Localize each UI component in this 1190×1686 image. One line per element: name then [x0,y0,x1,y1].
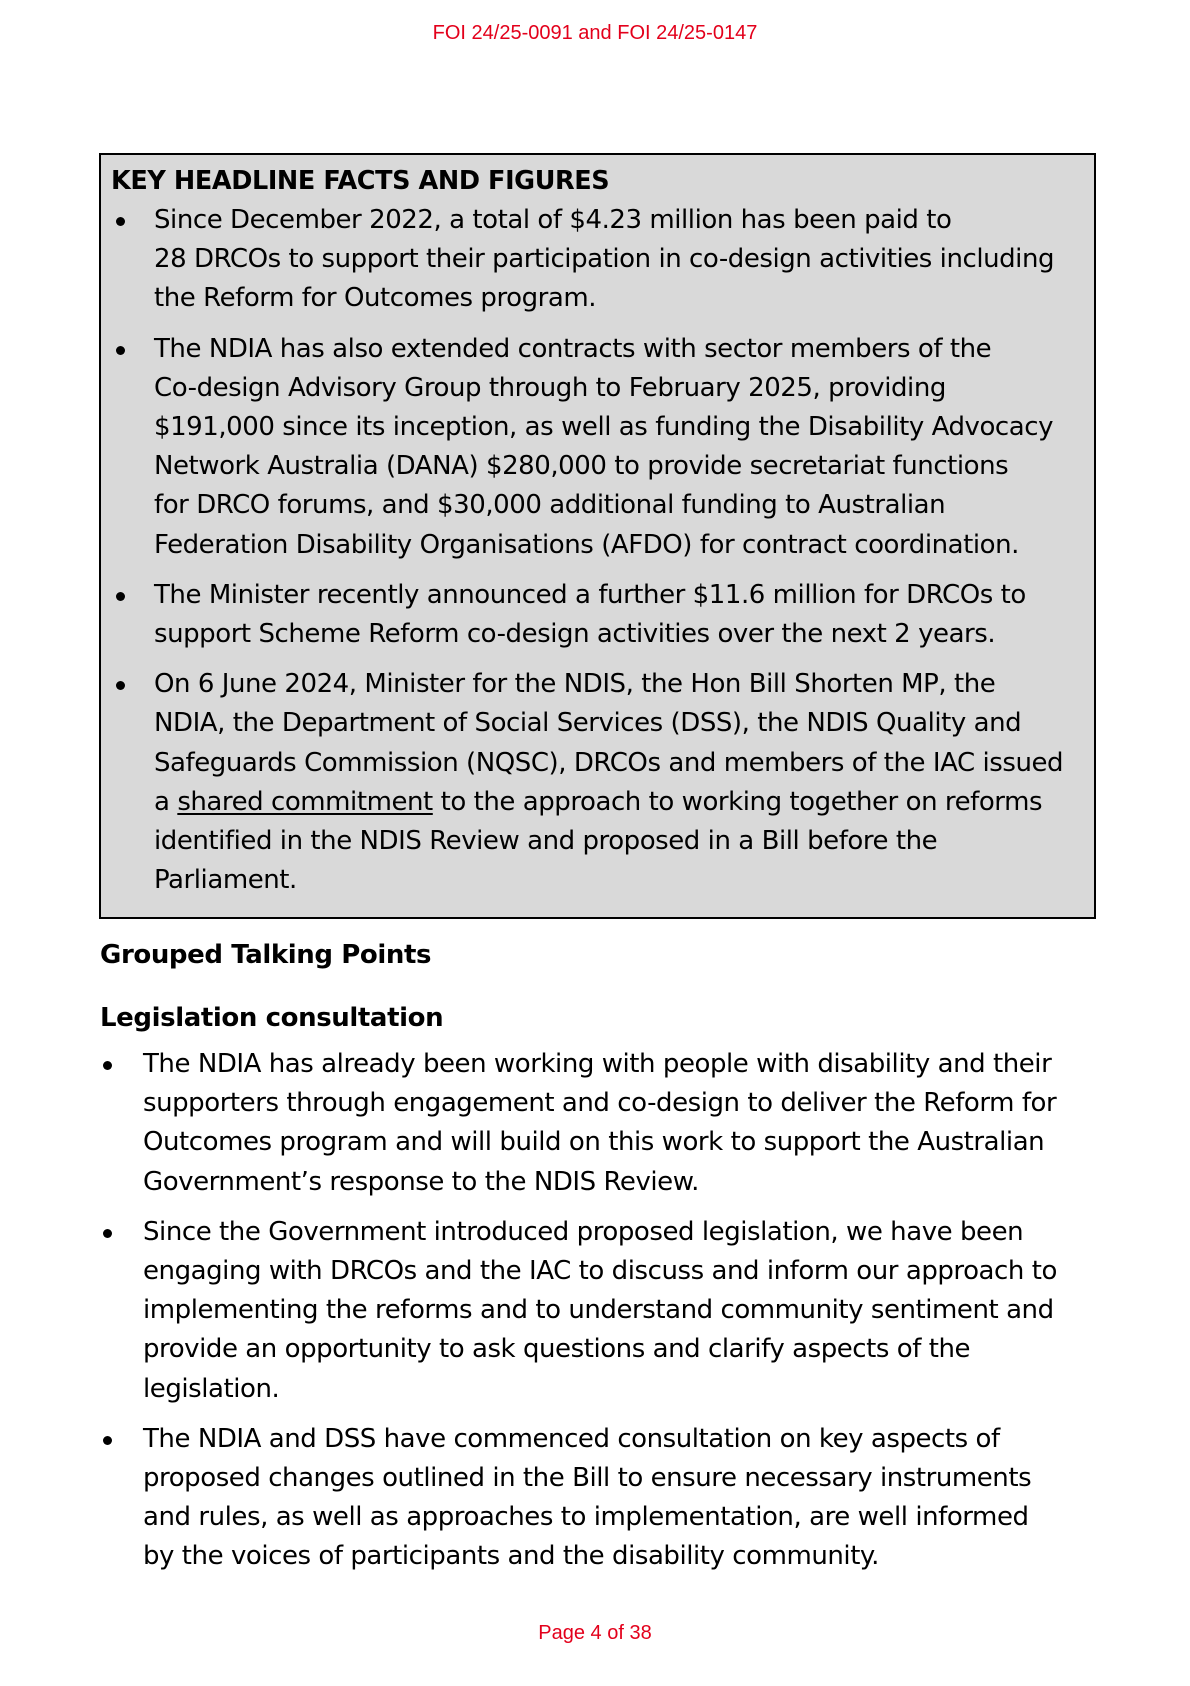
bullet-icon [116,346,125,355]
list-item: The NDIA and DSS have commenced consultation on key aspects of proposed changes outlined in the Bill to ensure necessary instruments and rules, as well as approaches to implementation, are well informed by the voices of participants and the disability community. [100,1420,1100,1577]
bullet-icon [103,1061,112,1070]
bullet-icon [103,1229,112,1238]
bullet-icon [116,681,125,690]
bullet-icon [116,217,125,226]
list-item: The NDIA has also extended contracts with sector members of the Co-design Advisory Group through to February 2025, providing $191,000 since its inception, as well as funding the Disability Advocacy Network Australia (DANA) $280,000 to provide secretariat functions for DRCO forums, and $30,000 additional funding to Australian Federation Disability Organisations (AFDO) for contract coordination. [111,330,1080,565]
section-heading: Grouped Talking Points [100,940,432,970]
list-item: The Minister recently announced a further $11.6 million for DRCOs to support Scheme Reform co-design activities over the next 2 years. [111,576,1080,654]
talking-points-list [100,1045,1100,1577]
list-item: On 6 June 2024, Minister for the NDIS, the Hon Bill Shorten MP, the NDIA, the Department of Social Services (DSS), the NDIS Quality and Safeguards Commission (NQSC), DRCOs and members of the IAC issued a shared commitment to the approach to working together on reforms identified in the NDIS Review and proposed in a Bill before the Parliament. [111,665,1080,900]
list-item: Since December 2022, a total of $4.23 million has been paid to 28 DRCOs to support their participation in co-design activities including the Reform for Outcomes program. [111,201,1080,319]
bullet-icon [116,592,125,601]
key-facts-title: KEY HEADLINE FACTS AND FIGURES [111,166,610,196]
talking-points [100,1045,1100,1588]
key-facts-box [99,153,1096,919]
list-item: The NDIA has already been working with people with disability and their supporters through engagement and co-design to deliver the Reform for Outcomes program and will build on this work to support the Australian Government’s response to the NDIS Review. [100,1045,1100,1202]
document-reference-header: FOI 24/25-0091 and FOI 24/25-0147 [432,22,758,44]
subsection-heading: Legislation consultation [100,1003,444,1033]
page-number: Page 4 of 38 [538,1622,652,1644]
list-item: Since the Government introduced proposed legislation, we have been engaging with DRCOs and the IAC to discuss and inform our approach to implementing the reforms and to understand community sentiment and provide an opportunity to ask questions and clarify aspects of the legislation. [100,1213,1100,1409]
key-facts-list [111,201,1080,900]
shared-commitment-link[interactable]: shared commitment [177,786,433,817]
bullet-icon [103,1436,112,1445]
